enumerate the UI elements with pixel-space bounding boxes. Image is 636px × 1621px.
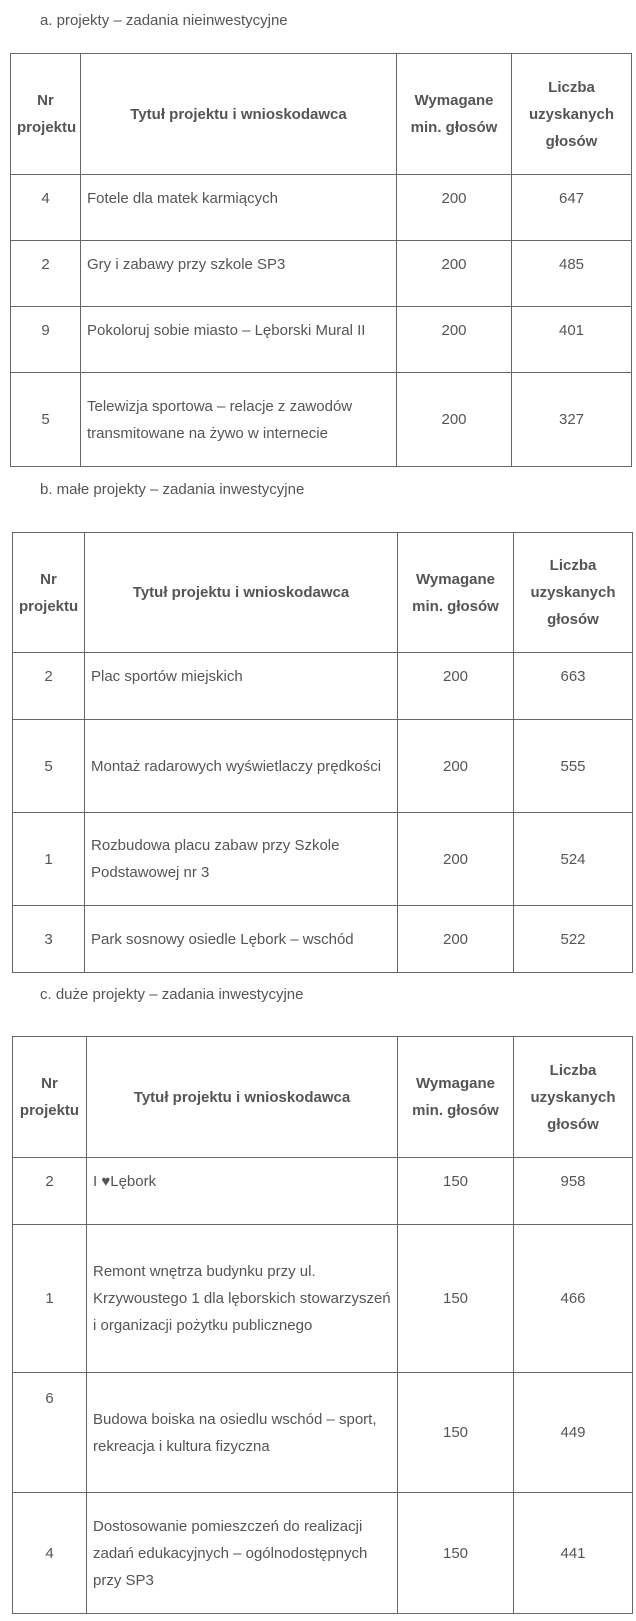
table-row	[13, 1493, 633, 1614]
cell-required: 200	[397, 241, 512, 307]
cell-nr: 2	[11, 241, 81, 307]
cell-title: Dostosowanie pomieszczeń do realizacji zadań edukacyjnych – ogólnodostępnych przy SP3	[87, 1493, 398, 1614]
section-heading-a: a. projekty – zadania nieinwestycyjne	[40, 12, 288, 29]
cell-votes: 555	[514, 720, 633, 813]
cell-votes: 466	[514, 1225, 633, 1373]
cell-votes: 647	[512, 175, 632, 241]
cell-nr: 6	[13, 1373, 87, 1493]
cell-title: Budowa boiska na osiedlu wschód – sport, rekreacja i kultura fizyczna	[87, 1373, 398, 1493]
cell-title: Plac sportów miejskich	[85, 653, 398, 720]
section-heading-b: b. małe projekty – zadania inwestycyjne	[40, 481, 305, 498]
cell-nr: 4	[13, 1493, 87, 1614]
table-row	[13, 813, 633, 906]
cell-required: 200	[397, 307, 512, 373]
cell-nr: 2	[13, 1158, 87, 1225]
cell-title: Telewizja sportowa – relacje z zawodów transmitowane na żywo w internecie	[81, 373, 397, 467]
column-header-nr: Nr projektu	[13, 533, 85, 653]
column-header-required: Wymagane min. głosów	[397, 54, 512, 175]
cell-nr: 1	[13, 813, 85, 906]
table-row	[13, 720, 633, 813]
cell-required: 150	[398, 1373, 514, 1493]
table-row	[13, 1373, 633, 1493]
cell-votes: 401	[512, 307, 632, 373]
cell-votes: 958	[514, 1158, 633, 1225]
cell-nr: 5	[11, 373, 81, 467]
cell-votes: 524	[514, 813, 633, 906]
column-header-nr: Nr projektu	[11, 54, 81, 175]
cell-votes: 663	[514, 653, 633, 720]
table-row	[13, 653, 633, 720]
column-header-title: Tytuł projektu i wnioskodawca	[85, 533, 398, 653]
cell-title: Rozbudowa placu zabaw przy Szkole Podstawowej nr 3	[85, 813, 398, 906]
cell-nr: 1	[13, 1225, 87, 1373]
cell-required: 200	[397, 373, 512, 467]
table-header-row	[13, 1037, 633, 1158]
section-heading-c: c. duże projekty – zadania inwestycyjne	[40, 986, 304, 1003]
cell-required: 200	[398, 813, 514, 906]
table-row	[11, 241, 632, 307]
table-header-row	[13, 533, 633, 653]
column-header-votes: Liczba uzyskanych głosów	[514, 533, 633, 653]
cell-votes: 449	[514, 1373, 633, 1493]
cell-required: 150	[398, 1225, 514, 1373]
cell-title: Remont wnętrza budynku przy ul. Krzywoustego 1 dla lęborskich stowarzyszeń i organizacji pożytku publicznego	[87, 1225, 398, 1373]
results-table-a	[10, 53, 632, 467]
table-header-row	[11, 54, 632, 175]
cell-title: I ♥Lębork	[87, 1158, 398, 1225]
cell-nr: 3	[13, 906, 85, 973]
column-header-required: Wymagane min. głosów	[398, 1037, 514, 1158]
column-header-nr: Nr projektu	[13, 1037, 87, 1158]
cell-required: 200	[398, 720, 514, 813]
results-table-b	[12, 532, 633, 973]
results-table-c	[12, 1036, 633, 1614]
cell-title: Park sosnowy osiedle Lębork – wschód	[85, 906, 398, 973]
column-header-title: Tytuł projektu i wnioskodawca	[87, 1037, 398, 1158]
table-row	[13, 1158, 633, 1225]
cell-title: Pokoloruj sobie miasto – Lęborski Mural II	[81, 307, 397, 373]
cell-votes: 485	[512, 241, 632, 307]
column-header-votes: Liczba uzyskanych głosów	[512, 54, 632, 175]
cell-nr: 5	[13, 720, 85, 813]
cell-required: 150	[398, 1158, 514, 1225]
table-row	[13, 1225, 633, 1373]
table-row	[11, 373, 632, 467]
cell-nr: 2	[13, 653, 85, 720]
cell-votes: 441	[514, 1493, 633, 1614]
cell-required: 200	[398, 653, 514, 720]
column-header-required: Wymagane min. głosów	[398, 533, 514, 653]
cell-required: 150	[398, 1493, 514, 1614]
table-row	[13, 906, 633, 973]
table-row	[11, 307, 632, 373]
cell-title: Montaż radarowych wyświetlaczy prędkości	[85, 720, 398, 813]
cell-nr: 4	[11, 175, 81, 241]
table-row	[11, 175, 632, 241]
column-header-title: Tytuł projektu i wnioskodawca	[81, 54, 397, 175]
cell-votes: 522	[514, 906, 633, 973]
cell-title: Gry i zabawy przy szkole SP3	[81, 241, 397, 307]
column-header-votes: Liczba uzyskanych głosów	[514, 1037, 633, 1158]
cell-nr: 9	[11, 307, 81, 373]
cell-required: 200	[397, 175, 512, 241]
cell-required: 200	[398, 906, 514, 973]
cell-title: Fotele dla matek karmiących	[81, 175, 397, 241]
cell-votes: 327	[512, 373, 632, 467]
